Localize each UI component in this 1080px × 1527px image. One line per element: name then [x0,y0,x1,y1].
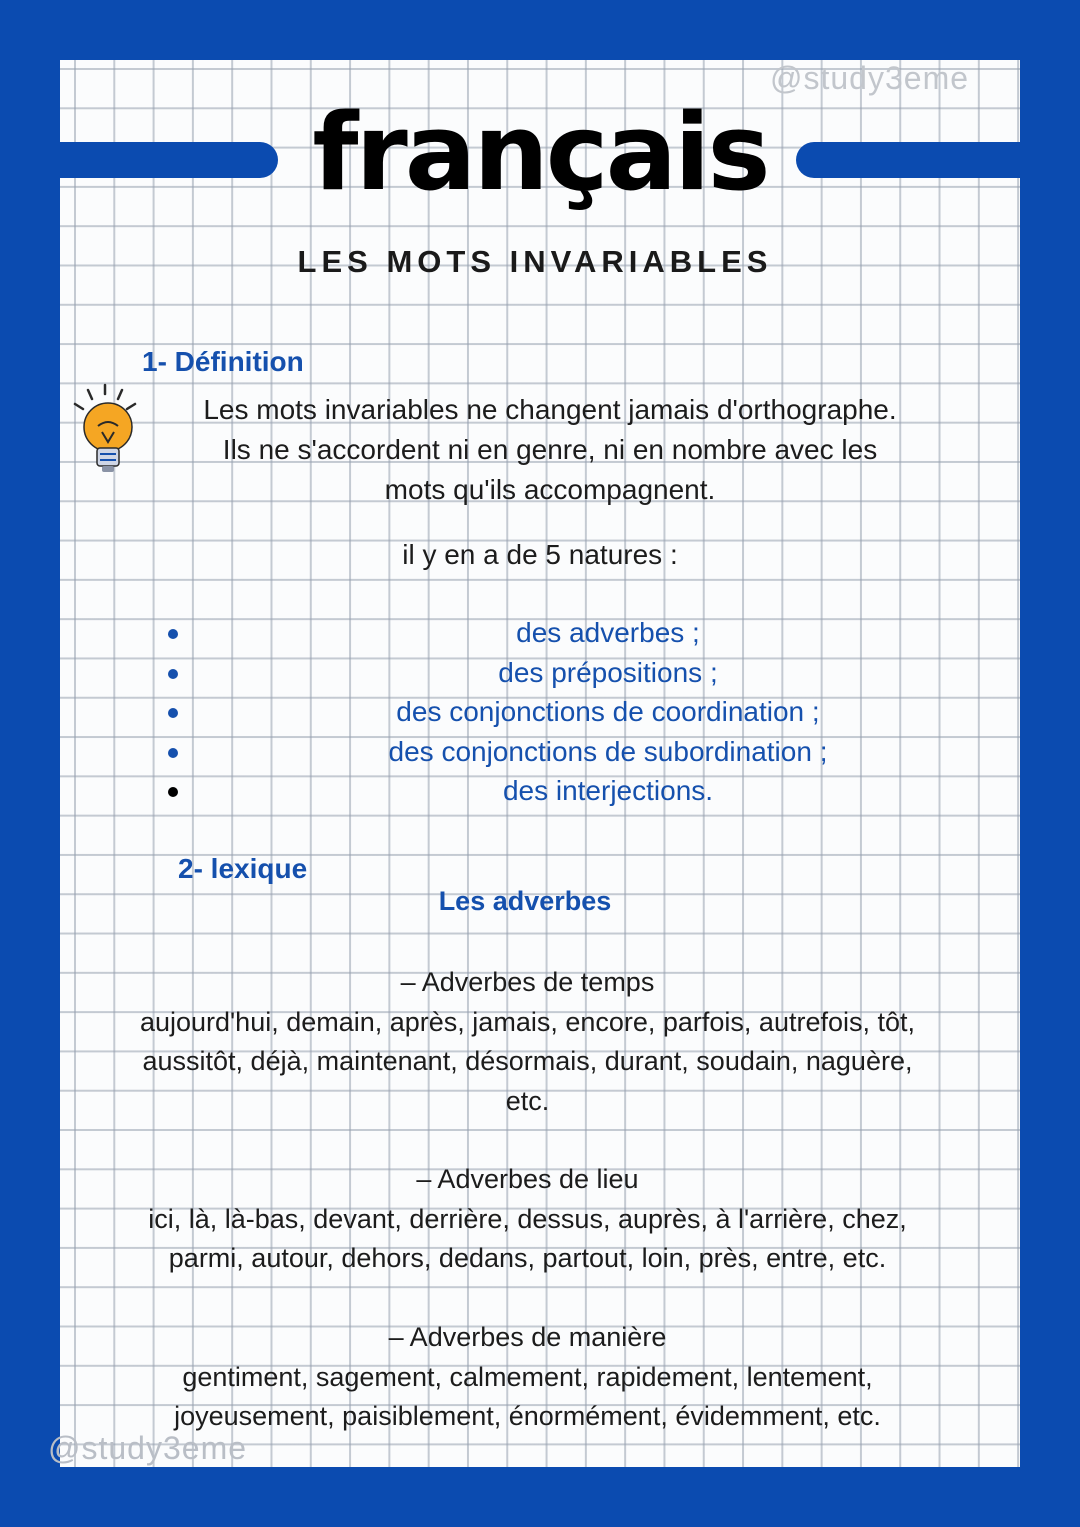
page-subtitle: LES MOTS INVARIABLES [297,244,773,279]
decorative-bar-left [60,142,278,178]
adverb-line: ici, là, là-bas, devant, derrière, dessus, auprès, à l'arrière, chez, [148,1203,907,1234]
adverb-line: aujourd'hui, demain, après, jamais, encore, parfois, autrefois, tôt, [139,1006,916,1037]
list-item: des adverbes ; [160,613,1000,653]
bullet-icon [168,629,178,639]
definition-line: Ils ne s'accordent ni en genre, ni en nombre avec les [222,434,878,465]
adverb-line: parmi, autour, dehors, dedans, partout, loin, près, entre, etc. [168,1243,887,1273]
adverb-group-lieu [60,1160,995,1279]
section-heading-definition: 1- Définition [142,346,304,377]
watermark-top: @study3eme [770,60,970,96]
adverb-group-maniere [60,1318,995,1437]
adverb-group-title: – Adverbes de lieu [416,1164,639,1194]
adverb-line: etc. [505,1085,550,1116]
subheading-adverbes: Les adverbes [438,886,612,916]
list-item: des conjonctions de subordination ; [160,732,1000,772]
bullet-icon [168,708,178,718]
list-item: des interjections. [160,771,1000,811]
definition-line: Les mots invariables ne changent jamais d'orthographe. [203,394,897,425]
adverb-line: gentiment, sagement, calmement, rapidement, lentement, [182,1361,873,1392]
natures-list [160,613,1000,811]
natures-intro: il y en a de 5 natures : [402,539,678,570]
page-title: français [312,91,768,214]
section-heading-lexique: 2- lexique [178,853,308,884]
watermark-bottom: @study3eme [48,1430,248,1466]
bullet-icon [168,748,178,758]
definition-text [100,390,1000,510]
decorative-bar-right [796,142,1020,178]
bullet-icon [168,669,178,679]
adverb-group-title: – Adverbes de temps [400,967,655,997]
list-item: des conjonctions de coordination ; [160,692,1000,732]
adverb-group-temps [60,963,995,1121]
adverb-group-title: – Adverbes de manière [388,1322,667,1352]
list-item: des prépositions ; [160,653,1000,693]
adverb-line: joyeusement, paisiblement, énormément, évidemment, etc. [174,1401,881,1431]
definition-line: mots qu'ils accompagnent. [384,474,716,505]
adverb-line: aussitôt, déjà, maintenant, désormais, durant, soudain, naguère, [142,1046,913,1076]
bullet-icon [168,787,178,797]
